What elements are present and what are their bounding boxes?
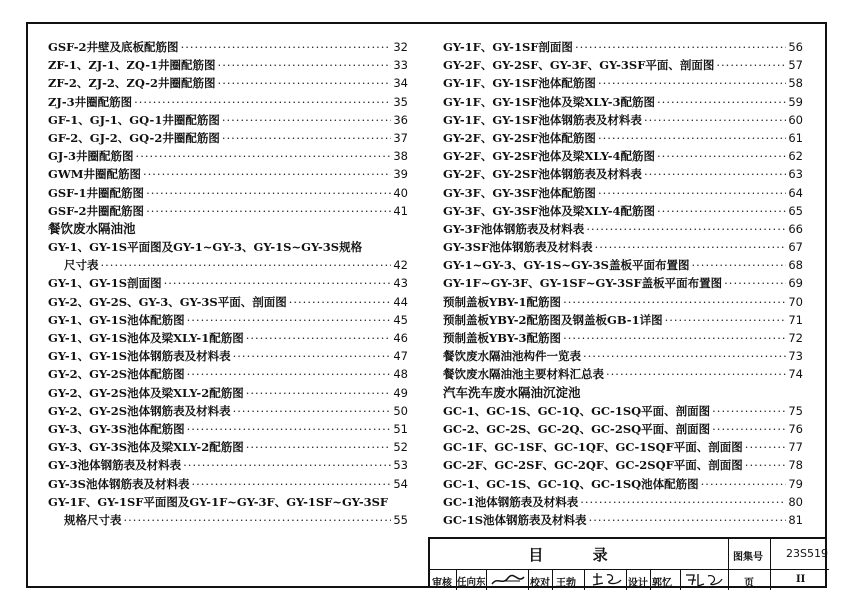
toc-entry-title: GY-3S池体钢筋表及材料表 <box>48 476 190 491</box>
toc-entry-page: 34 <box>393 76 408 91</box>
toc-entry-page: 37 <box>393 130 408 145</box>
toc-entry-title: 预制盖板YBY-3配筋图 <box>443 331 562 345</box>
toc-entry-title: GSF-2井壁及底板配筋图 <box>48 40 179 54</box>
toc-entry-title: GY-3F池体钢筋表及材料表 <box>443 221 585 236</box>
dot-leader <box>101 256 392 274</box>
toc-entry-page: 64 <box>788 185 803 200</box>
toc-right-column <box>443 38 803 529</box>
dot-leader <box>598 129 786 147</box>
toc-entry-page: 54 <box>393 476 408 491</box>
toc-entry <box>48 165 408 183</box>
dot-leader <box>233 402 392 420</box>
toc-entry <box>48 493 408 511</box>
dot-leader <box>745 456 787 474</box>
toc-entry-title: GF-1、GJ-1、GQ-1井圈配筋图 <box>48 112 220 127</box>
toc-entry <box>48 438 408 456</box>
toc-entry-page: 59 <box>788 94 803 109</box>
toc-entry <box>48 147 408 165</box>
toc-entry <box>48 511 408 529</box>
toc-left-column <box>48 38 408 529</box>
review-label: 审核 <box>432 578 452 589</box>
toc-entry-title: GY-1、GY-1S平面图及GY-1~GY-3、GY-1S~GY-3S规格 <box>48 240 363 255</box>
toc-entry-title: GY-2、GY-2S、GY-3、GY-3S平面、剖面图 <box>48 294 287 309</box>
toc-entry <box>48 456 408 474</box>
dot-leader <box>124 511 392 529</box>
toc-entry <box>48 384 408 402</box>
toc-entry <box>48 38 408 56</box>
check-name: 王勃 <box>556 578 576 589</box>
toc-entry-page: 47 <box>393 349 408 364</box>
toc-entry-page: 41 <box>393 203 408 218</box>
toc-entry-title: GC-2F、GC-2SF、GC-2QF、GC-2SQF平面、剖面图 <box>443 458 743 473</box>
toc-entry-title: GY-3SF池体钢筋表及材料表 <box>443 240 593 255</box>
toc-entry <box>48 347 408 365</box>
dot-leader <box>595 238 787 256</box>
dot-leader <box>563 329 786 347</box>
toc-entry <box>443 456 803 474</box>
toc-entry-title: ZJ-3井圈配筋图 <box>48 94 133 109</box>
toc-entry-title: GY-2、GY-2S池体及梁XLY-2配筋图 <box>48 385 244 400</box>
toc-entry-page: 36 <box>393 112 408 127</box>
toc-entry-page: 58 <box>788 76 803 91</box>
dot-leader <box>218 74 392 92</box>
toc-entry-title: 餐饮废水隔油池主要材料汇总表 <box>443 367 604 382</box>
toc-entry <box>443 93 803 111</box>
design-name: 郭忆 <box>652 578 672 589</box>
toc-entry-title: 预制盖板YBY-2配筋图及钢盖板GB-1详图 <box>443 312 663 327</box>
toc-entry-title: GSF-2井圈配筋图 <box>48 203 145 218</box>
toc-entry-title: GY-2F、GY-2SF、GY-3F、GY-3SF平面、剖面图 <box>443 58 715 73</box>
toc-entry <box>443 38 803 56</box>
toc-entry-page: 46 <box>393 331 408 345</box>
dot-leader <box>665 311 787 329</box>
section-heading <box>48 220 408 238</box>
toc-entry-title: GY-3池体钢筋表及材料表 <box>48 458 182 473</box>
toc-entry <box>48 184 408 202</box>
toc-entry-page: 50 <box>393 403 408 418</box>
toc-entry <box>443 493 803 511</box>
toc-entry-page: 40 <box>393 185 408 200</box>
design-label: 设计 <box>628 578 648 589</box>
toc-entry-title: GY-2F、GY-2SF池体及梁XLY-4配筋图 <box>443 149 656 164</box>
toc-entry-title: GY-1、GY-1S剖面图 <box>48 276 162 291</box>
dot-leader <box>724 274 786 292</box>
dot-leader <box>134 93 391 111</box>
toc-entry <box>48 420 408 438</box>
toc-entry <box>443 56 803 74</box>
toc-entry <box>48 402 408 420</box>
toc-entry <box>48 56 408 74</box>
atlas-number: 23S519 <box>786 547 828 560</box>
toc-entry-title: GY-1、GY-1S池体配筋图 <box>48 312 185 327</box>
design-signature <box>684 571 724 588</box>
toc-entry <box>443 347 803 365</box>
toc-entry-page: 53 <box>393 458 408 473</box>
dot-leader <box>289 293 392 311</box>
toc-entry-title: 餐饮废水隔油池构件一览表 <box>443 349 581 364</box>
toc-entry-title: GY-1F、GY-1SF池体钢筋表及材料表 <box>443 112 642 127</box>
toc-entry-title: GY-1F、GY-1SF池体配筋图 <box>443 76 596 91</box>
dot-leader <box>136 147 392 165</box>
toc-entry-page: 62 <box>788 149 803 164</box>
toc-entry-page: 73 <box>788 349 803 364</box>
dot-leader <box>575 38 786 56</box>
title-block <box>428 537 827 588</box>
toc-entry-title: GY-2F、GY-2SF池体钢筋表及材料表 <box>443 167 642 182</box>
dot-leader <box>222 129 392 147</box>
toc-entry-title: GC-1池体钢筋表及材料表 <box>443 494 579 509</box>
toc-entry-page: 39 <box>393 167 408 182</box>
toc-entry-title: GY-1F、GY-1SF平面图及GY-1F~GY-3F、GY-1SF~GY-3SF <box>48 494 389 509</box>
toc-entry <box>48 93 408 111</box>
toc-entry-title: GY-2、GY-2S池体钢筋表及材料表 <box>48 403 231 418</box>
toc-entry-page: 51 <box>393 421 408 436</box>
toc-entry-title: GY-1F、GY-1SF池体及梁XLY-3配筋图 <box>443 94 656 109</box>
dot-leader <box>183 456 391 474</box>
toc-entry-title: GC-1、GC-1S、GC-1Q、GC-1SQ池体配筋图 <box>443 476 699 491</box>
toc-entry-title: 预制盖板YBY-1配筋图 <box>443 294 562 309</box>
toc-entry-page: 60 <box>788 112 803 127</box>
dot-leader <box>644 165 786 183</box>
toc-entry <box>443 111 803 129</box>
toc-entry-page: 48 <box>393 367 408 382</box>
toc-entry-page: 76 <box>788 421 803 436</box>
toc-entry-page: 69 <box>788 276 803 291</box>
section-heading <box>443 384 803 402</box>
dot-leader <box>187 311 392 329</box>
toc-entry <box>443 147 803 165</box>
toc-entry-page: 67 <box>788 240 803 255</box>
dot-leader <box>657 147 786 165</box>
toc-entry <box>48 329 408 347</box>
toc-entry-title: 汽车洗车废水隔油沉淀池 <box>443 384 581 400</box>
dot-leader <box>712 420 786 438</box>
toc-entry-title: 规格尺寸表 <box>64 512 122 527</box>
dot-leader <box>143 165 391 183</box>
toc-entry-page: 77 <box>788 440 803 455</box>
toc-entry <box>443 511 803 529</box>
toc-entry-page: 57 <box>788 58 803 73</box>
toc-entry-page: 35 <box>393 94 408 109</box>
toc-entry-page: 43 <box>393 276 408 291</box>
toc-entry <box>48 311 408 329</box>
toc-entry <box>443 311 803 329</box>
dot-leader <box>191 475 391 493</box>
toc-entry-title: GY-2、GY-2S池体配筋图 <box>48 367 185 382</box>
toc-entry <box>443 220 803 238</box>
toc-entry <box>443 475 803 493</box>
toc-entry-title: GY-1F、GY-1SF剖面图 <box>443 40 573 54</box>
toc-entry-page: 78 <box>788 458 803 473</box>
toc-entry <box>443 129 803 147</box>
toc-entry <box>443 293 803 311</box>
toc-entry-page: 52 <box>393 440 408 455</box>
toc-entry <box>48 256 408 274</box>
dot-leader <box>563 293 786 311</box>
toc-entry <box>443 402 803 420</box>
dot-leader <box>246 329 392 347</box>
document-title: 目 录 <box>528 545 630 564</box>
toc-entry-page: 80 <box>788 494 803 509</box>
toc-entry-title: GY-1、GY-1S池体钢筋表及材料表 <box>48 349 231 364</box>
toc-entry-title: 尺寸表 <box>64 258 99 273</box>
toc-entry-page: 56 <box>788 40 803 54</box>
toc-entry-page: 72 <box>788 331 803 345</box>
toc-entry-title: GC-1、GC-1S、GC-1Q、GC-1SQ平面、剖面图 <box>443 403 711 418</box>
toc-entry-title: GY-3F、GY-3SF池体及梁XLY-4配筋图 <box>443 203 656 218</box>
toc-entry-page: 61 <box>788 130 803 145</box>
toc-entry-title: GY-3、GY-3S池体配筋图 <box>48 421 185 436</box>
page-label: 页 <box>744 578 754 589</box>
toc-entry-page: 68 <box>788 258 803 273</box>
dot-leader <box>691 256 786 274</box>
dot-leader <box>712 402 786 420</box>
toc-entry-page: 33 <box>393 58 408 73</box>
page-number: II <box>796 574 806 585</box>
dot-leader <box>222 111 392 129</box>
dot-leader <box>644 111 786 129</box>
toc-entry-page: 79 <box>788 476 803 491</box>
dot-leader <box>745 438 787 456</box>
toc-entry-page: 45 <box>393 312 408 327</box>
review-name: 任向东 <box>457 577 486 588</box>
toc-entry <box>443 184 803 202</box>
toc-entry-title: GY-1、GY-1S池体及梁XLY-1配筋图 <box>48 331 244 345</box>
toc-entry <box>443 274 803 292</box>
dot-leader <box>583 347 786 365</box>
toc-entry <box>48 475 408 493</box>
toc-entry-page: 38 <box>393 149 408 164</box>
dot-leader <box>580 493 786 511</box>
dot-leader <box>598 74 786 92</box>
dot-leader <box>598 184 786 202</box>
toc-entry-page: 32 <box>393 40 408 54</box>
toc-entry-title: GSF-1井圈配筋图 <box>48 185 145 200</box>
toc-entry-page: 70 <box>788 294 803 309</box>
toc-entry-title: GJ-3井圈配筋图 <box>48 149 134 164</box>
toc-entry-page: 44 <box>393 294 408 309</box>
toc-entry-page: 81 <box>788 512 803 527</box>
dot-leader <box>589 511 787 529</box>
toc-entry-title: GY-1~GY-3、GY-1S~GY-3S盖板平面布置图 <box>443 258 690 273</box>
toc-entry-page: 49 <box>393 385 408 400</box>
toc-entry <box>443 438 803 456</box>
toc-entry-title: GC-1F、GC-1SF、GC-1QF、GC-1SQF平面、剖面图 <box>443 440 743 455</box>
toc-entry <box>48 74 408 92</box>
toc-entry-page: 66 <box>788 221 803 236</box>
toc-entry-title: GY-2F、GY-2SF池体配筋图 <box>443 130 596 145</box>
dot-leader <box>606 365 786 383</box>
toc-entry <box>443 365 803 383</box>
dot-leader <box>181 38 392 56</box>
toc-entry <box>48 111 408 129</box>
toc-entry <box>443 238 803 256</box>
toc-entry-title: GC-1S池体钢筋表及材料表 <box>443 512 587 527</box>
toc-entry <box>443 420 803 438</box>
toc-entry <box>48 274 408 292</box>
dot-leader <box>164 274 392 292</box>
dot-leader <box>716 56 786 74</box>
toc-entry <box>443 202 803 220</box>
toc-entry-page: 55 <box>393 512 408 527</box>
toc-entry <box>443 74 803 92</box>
dot-leader <box>233 347 392 365</box>
dot-leader <box>187 365 392 383</box>
dot-leader <box>218 56 392 74</box>
toc-entry-title: 餐饮废水隔油池 <box>48 220 136 236</box>
toc-entry-title: GY-1F~GY-3F、GY-1SF~GY-3SF盖板平面布置图 <box>443 276 723 291</box>
dot-leader <box>657 93 786 111</box>
toc-entry <box>48 202 408 220</box>
toc-entry-page: 65 <box>788 203 803 218</box>
toc-entry-page: 63 <box>788 167 803 182</box>
toc-entry-title: ZF-1、ZJ-1、ZQ-1井圈配筋图 <box>48 58 216 73</box>
dot-leader <box>187 420 392 438</box>
atlas-label: 图集号 <box>733 552 763 563</box>
review-signature <box>490 572 526 588</box>
toc-entry-title: GY-3F、GY-3SF池体配筋图 <box>443 185 596 200</box>
check-signature <box>590 571 624 588</box>
toc-entry-title: GF-2、GJ-2、GQ-2井圈配筋图 <box>48 130 220 145</box>
dot-leader <box>701 475 787 493</box>
check-label: 校对 <box>530 578 550 589</box>
toc-entry-page: 42 <box>393 258 408 273</box>
dot-leader <box>146 184 391 202</box>
toc-entry-page: 74 <box>788 367 803 382</box>
toc-entry <box>443 256 803 274</box>
dot-leader <box>586 220 786 238</box>
toc-entry <box>443 329 803 347</box>
toc-entry <box>48 365 408 383</box>
toc-entry-title: GY-3、GY-3S池体及梁XLY-2配筋图 <box>48 440 244 455</box>
toc-entry <box>48 129 408 147</box>
dot-leader <box>146 202 391 220</box>
toc-entry-title: GWM井圈配筋图 <box>48 167 141 182</box>
dot-leader <box>246 384 392 402</box>
dot-leader <box>657 202 786 220</box>
toc-entry <box>48 293 408 311</box>
toc-entry <box>48 238 408 256</box>
toc-entry-page: 71 <box>788 312 803 327</box>
toc-entry <box>443 165 803 183</box>
toc-entry-page: 75 <box>788 403 803 418</box>
toc-entry-title: ZF-2、ZJ-2、ZQ-2井圈配筋图 <box>48 76 216 91</box>
dot-leader <box>246 438 392 456</box>
toc-entry-title: GC-2、GC-2S、GC-2Q、GC-2SQ平面、剖面图 <box>443 421 711 436</box>
